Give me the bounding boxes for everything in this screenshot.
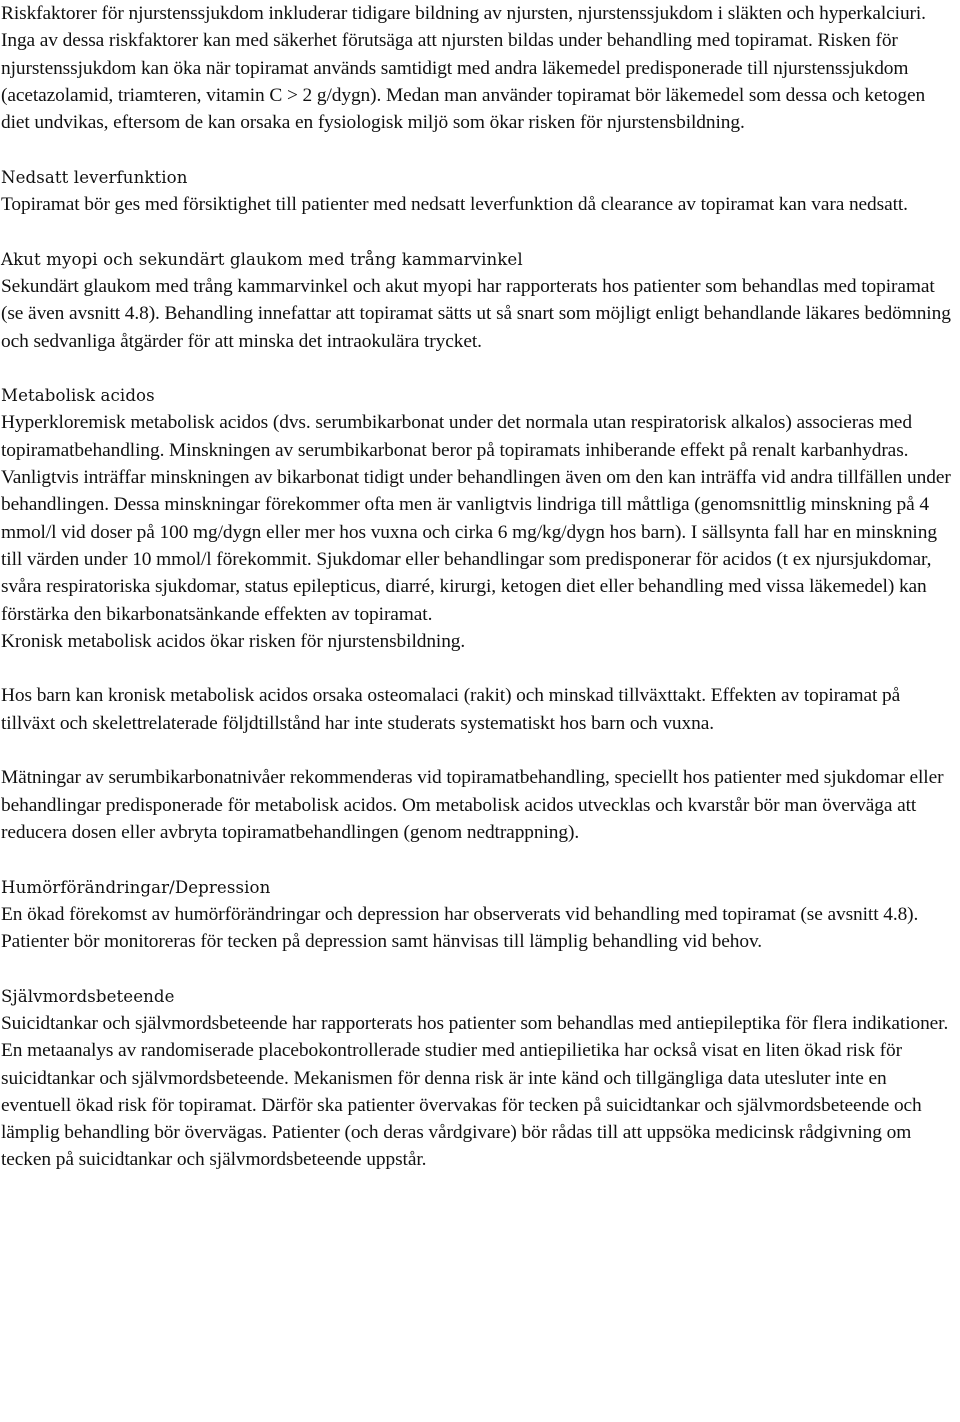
paragraph-myopi: Sekundärt glaukom med trång kammarvinkel och akut myopi har rapporterats hos patienter som behandlas med topiramat (se även avsnitt 4.8). Behandling innefattar att topiramat sätts ut så snart som möjligt enligt behandlande läkares bedömning och sedvanliga åtgärder för att minska det intraokulära trycket. — [1, 275, 951, 352]
section-sjalvmord — [1, 983, 957, 1174]
paragraph-depression: En ökad förekomst av humörförändringar och depression har observerats vid behandling med topiramat (se avsnitt 4.8). Patienter bör monitoreras för tecken på depression samt hänvisas till lämplig behandling vid behov. — [1, 903, 919, 953]
heading-acidos: Metabolisk acidos — [1, 386, 155, 406]
heading-leverfunktion: Nedsatt leverfunktion — [1, 167, 188, 187]
paragraph-acidos-barn: Hos barn kan kronisk metabolisk acidos orsaka osteomalaci (rakit) och minskad tillväxttakt. Effekten av topiramat på tillväxt och skelettrelaterade följdtillstånd har inte studerats systematiskt hos barn och vuxna. — [1, 685, 901, 734]
section-njursten — [1, 0, 957, 136]
paragraph-acidos-main: Hyperkloremisk metabolisk acidos (dvs. serumbikarbonat under det normala utan respiratorisk alkalos) associeras med topiramatbehandling. Minskningen av serumbikarbonat beror på topiramats inhiberande effekt på renalt karbanhydras. Vanligtvis inträffar minskningen av bikarbonat tidigt under behandlingen även om den kan inträffa vid andra tillfällen under behandlingen. Dessa minskningar förekommer ofta men är vanligtvis lindriga till måttliga (genomsnittlig minskning på 4 mmol/l vid doser på 100 mg/dygn eller mer hos vuxna och cirka 6 mg/kg/dygn hos barn). I sällsynta fall har en minskning till värden under 10 mmol/l förekommit. Sjukdomar eller behandlingar som predisponerar för acidos (t ex njursjukdomar, svåra respiratoriska sjukdomar, status epilepticus, diarré, kirurgi, ketogen diet eller behandling med vissa läkemedel) kan förstärka den bikarbonatsänkande effekten av topiramat. — [1, 412, 951, 625]
paragraph-njursten-risk: Riskfaktorer för njurstenssjukdom inkluderar tidigare bildning av njursten, njurstenssjukdom i släkten och hyperkalciuri. Inga av dessa riskfaktorer kan med säkerhet förutsäga att njursten bildas under behandling med topiramat. Risken för njurstenssjukdom kan öka när topiramat används samtidigt med andra läkemedel predisponerade till njurstenssjukdom (acetazolamid, triamteren, vitamin C > 2 g/dygn). Medan man använder topiramat bör läkemedel som dessa och ketogen diet undvikas, eftersom de kan orsaka en fysiologisk miljö som ökar risken för njurstensbildning. — [1, 3, 926, 134]
paragraph-sjalvmord: Suicidtankar och självmordsbeteende har rapporterats hos patienter som behandlas med antiepileptika för flera indikationer. En metaanalys av randomiserade placebokontrollerade studier med antiepilietika har också visat en liten ökad risk för suicidtankar och självmordsbeteende. Mekanismen för denna risk är inte känd och tillgängliga data utesluter inte en eventuell ökad risk för topiramat. Därför ska patienter övervakas för tecken på suicidtankar och självmordsbeteende och lämplig behandling bör övervägas. Patienter (och deras vårdgivare) bör rådas till att uppsöka medicinsk rådgivning om tecken på suicidtankar och självmordsbeteende uppstår. — [1, 1012, 949, 1171]
section-acidos — [1, 382, 957, 846]
paragraph-leverfunktion: Topiramat bör ges med försiktighet till patienter med nedsatt leverfunktion då clearance av topiramat kan vara nedsatt. — [1, 194, 908, 216]
document-page — [1, 0, 957, 1174]
heading-myopi: Akut myopi och sekundärt glaukom med trång kammarvinkel — [1, 249, 523, 269]
heading-sjalvmord: Självmordsbeteende — [1, 986, 175, 1006]
section-depression — [1, 874, 957, 956]
heading-depression: Humörförändringar/Depression — [1, 877, 271, 897]
section-myopi — [1, 246, 957, 355]
section-leverfunktion — [1, 164, 957, 219]
paragraph-acidos-matningar: Mätningar av serumbikarbonatnivåer rekommenderas vid topiramatbehandling, speciellt hos patienter med sjukdomar eller behandlingar predisponerade för metabolisk acidos. Om metabolisk acidos utvecklas och kvarstår bör man överväga att reducera dosen eller avbryta topiramatbehandlingen (genom nedtrappning). — [1, 767, 944, 843]
paragraph-acidos-kronisk: Kronisk metabolisk acidos ökar risken för njurstensbildning. — [1, 630, 466, 652]
